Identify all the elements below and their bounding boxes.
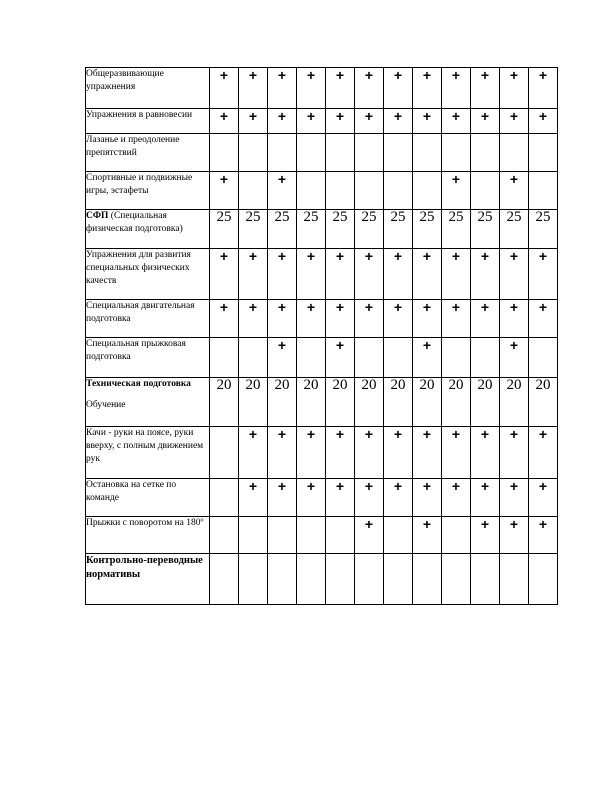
table-row xyxy=(86,378,558,427)
plan-cell: + xyxy=(326,249,355,300)
plan-cell xyxy=(326,517,355,554)
plan-cell xyxy=(413,134,442,172)
plan-cell: + xyxy=(268,249,297,300)
plan-cell: + xyxy=(326,300,355,338)
row-label: Спортивные и подвижные игры, эстафеты xyxy=(86,172,210,210)
row-label: Лазанье и преодоление препятствий xyxy=(86,134,210,172)
plan-cell xyxy=(355,554,384,605)
plan-cell xyxy=(529,134,558,172)
plan-cell xyxy=(529,172,558,210)
plan-cell xyxy=(326,172,355,210)
plan-cell: + xyxy=(355,249,384,300)
plan-cell xyxy=(210,134,239,172)
plan-cell: 25 xyxy=(384,210,413,249)
plan-cell: + xyxy=(239,109,268,134)
plan-cell: + xyxy=(500,109,529,134)
plan-cell: 20 xyxy=(297,378,326,427)
plan-cell: 20 xyxy=(529,378,558,427)
plan-cell: 25 xyxy=(500,210,529,249)
plan-cell: + xyxy=(529,109,558,134)
plan-cell: + xyxy=(471,109,500,134)
plan-cell: + xyxy=(413,338,442,378)
plan-cell: 20 xyxy=(442,378,471,427)
table-row xyxy=(86,300,558,338)
plan-cell xyxy=(384,338,413,378)
plan-cell: + xyxy=(471,479,500,517)
plan-cell: + xyxy=(355,427,384,479)
plan-cell xyxy=(355,338,384,378)
plan-cell xyxy=(384,554,413,605)
plan-cell xyxy=(442,134,471,172)
row-label: Специальная двигательная подготовка xyxy=(86,300,210,338)
plan-cell xyxy=(210,338,239,378)
plan-cell: + xyxy=(529,249,558,300)
plan-cell xyxy=(471,134,500,172)
plan-cell xyxy=(471,338,500,378)
plan-cell xyxy=(268,554,297,605)
plan-cell xyxy=(239,517,268,554)
plan-cell: + xyxy=(326,338,355,378)
plan-cell: 20 xyxy=(471,378,500,427)
plan-cell: + xyxy=(413,517,442,554)
plan-cell: + xyxy=(413,109,442,134)
table-row xyxy=(86,554,558,605)
plan-cell: 20 xyxy=(239,378,268,427)
plan-cell xyxy=(239,134,268,172)
table-row xyxy=(86,134,558,172)
plan-cell: 25 xyxy=(355,210,384,249)
plan-cell xyxy=(413,172,442,210)
plan-cell: + xyxy=(500,68,529,109)
plan-cell: + xyxy=(529,517,558,554)
plan-cell xyxy=(210,479,239,517)
plan-cell: + xyxy=(297,249,326,300)
plan-cell: + xyxy=(239,68,268,109)
plan-cell: 25 xyxy=(268,210,297,249)
plan-cell: + xyxy=(413,300,442,338)
row-label: Общеразвивающие упражнения xyxy=(86,68,210,109)
table-row xyxy=(86,210,558,249)
table-row xyxy=(86,427,558,479)
training-plan-table xyxy=(85,67,558,605)
plan-cell xyxy=(442,517,471,554)
plan-cell: + xyxy=(210,249,239,300)
plan-cell: + xyxy=(268,427,297,479)
plan-cell: + xyxy=(384,479,413,517)
table-row xyxy=(86,338,558,378)
plan-cell: + xyxy=(210,109,239,134)
plan-cell: + xyxy=(471,300,500,338)
plan-cell: + xyxy=(529,68,558,109)
plan-cell: + xyxy=(268,68,297,109)
plan-cell: 20 xyxy=(268,378,297,427)
plan-cell: + xyxy=(442,68,471,109)
table-row xyxy=(86,517,558,554)
plan-cell xyxy=(297,172,326,210)
plan-cell: + xyxy=(500,427,529,479)
plan-cell xyxy=(239,554,268,605)
plan-cell: + xyxy=(268,172,297,210)
plan-cell: + xyxy=(326,109,355,134)
plan-cell: 20 xyxy=(384,378,413,427)
plan-cell: + xyxy=(471,68,500,109)
plan-cell: + xyxy=(442,479,471,517)
plan-cell xyxy=(500,134,529,172)
plan-cell xyxy=(297,517,326,554)
plan-cell xyxy=(326,134,355,172)
plan-cell xyxy=(384,134,413,172)
row-label: Упражнения для развития специальных физических качеств xyxy=(86,249,210,300)
plan-cell: 25 xyxy=(529,210,558,249)
plan-cell: + xyxy=(500,249,529,300)
plan-cell: + xyxy=(297,427,326,479)
plan-cell: 25 xyxy=(413,210,442,249)
plan-cell: 20 xyxy=(413,378,442,427)
row-label: Качи - руки на поясе, руки вверху, с полным движением рук xyxy=(86,427,210,479)
plan-cell xyxy=(442,338,471,378)
plan-cell xyxy=(268,134,297,172)
plan-cell: + xyxy=(471,517,500,554)
row-label: Упражнения в равновесии xyxy=(86,109,210,134)
plan-cell: 20 xyxy=(210,378,239,427)
plan-cell xyxy=(268,517,297,554)
plan-cell: + xyxy=(384,249,413,300)
plan-cell: + xyxy=(239,249,268,300)
plan-cell: + xyxy=(384,427,413,479)
plan-cell: + xyxy=(297,300,326,338)
plan-cell: + xyxy=(326,479,355,517)
plan-cell: 25 xyxy=(297,210,326,249)
plan-cell: + xyxy=(297,479,326,517)
plan-cell xyxy=(384,517,413,554)
plan-cell: + xyxy=(413,68,442,109)
plan-cell xyxy=(355,134,384,172)
plan-cell: + xyxy=(471,427,500,479)
table-row xyxy=(86,249,558,300)
plan-cell: 25 xyxy=(471,210,500,249)
plan-cell xyxy=(500,554,529,605)
plan-cell: + xyxy=(442,300,471,338)
table-row xyxy=(86,479,558,517)
plan-cell: 20 xyxy=(326,378,355,427)
plan-cell xyxy=(384,172,413,210)
plan-cell: + xyxy=(500,479,529,517)
plan-cell: + xyxy=(297,68,326,109)
plan-cell: 25 xyxy=(210,210,239,249)
plan-cell: + xyxy=(268,300,297,338)
plan-cell: + xyxy=(471,249,500,300)
plan-cell: + xyxy=(239,479,268,517)
plan-cell: + xyxy=(384,68,413,109)
plan-cell xyxy=(297,554,326,605)
plan-cell: + xyxy=(268,479,297,517)
plan-cell xyxy=(210,427,239,479)
plan-cell: 20 xyxy=(355,378,384,427)
plan-cell xyxy=(210,554,239,605)
plan-cell: + xyxy=(326,68,355,109)
plan-cell: + xyxy=(442,109,471,134)
plan-cell: + xyxy=(413,479,442,517)
plan-cell: + xyxy=(529,427,558,479)
plan-cell: + xyxy=(500,300,529,338)
plan-cell: 25 xyxy=(442,210,471,249)
plan-cell xyxy=(297,338,326,378)
plan-cell: + xyxy=(500,172,529,210)
row-label: Прыжки с поворотом на 180º xyxy=(86,517,210,554)
plan-cell: + xyxy=(529,300,558,338)
plan-cell: + xyxy=(297,109,326,134)
row-label: Остановка на сетке по команде xyxy=(86,479,210,517)
plan-cell xyxy=(471,172,500,210)
plan-cell: + xyxy=(210,172,239,210)
row-label: Специальная прыжковая подготовка xyxy=(86,338,210,378)
plan-cell: + xyxy=(355,68,384,109)
plan-cell: + xyxy=(210,300,239,338)
plan-cell: + xyxy=(413,427,442,479)
plan-cell: + xyxy=(384,109,413,134)
plan-cell: + xyxy=(500,338,529,378)
row-label: Контрольно-переводные нормативы xyxy=(86,554,210,605)
plan-cell xyxy=(239,338,268,378)
plan-cell xyxy=(442,554,471,605)
plan-cell: + xyxy=(442,172,471,210)
table-row xyxy=(86,172,558,210)
plan-cell: + xyxy=(355,517,384,554)
plan-cell: 25 xyxy=(326,210,355,249)
table-row xyxy=(86,68,558,109)
plan-cell xyxy=(326,554,355,605)
plan-cell xyxy=(529,338,558,378)
plan-cell xyxy=(355,172,384,210)
plan-cell xyxy=(471,554,500,605)
plan-cell: 25 xyxy=(239,210,268,249)
plan-cell xyxy=(210,517,239,554)
row-label: Техническая подготовка Обучение xyxy=(86,378,210,427)
plan-cell: + xyxy=(413,249,442,300)
plan-cell: 20 xyxy=(500,378,529,427)
plan-cell: + xyxy=(239,427,268,479)
plan-cell: + xyxy=(355,300,384,338)
plan-cell: + xyxy=(355,109,384,134)
plan-cell xyxy=(297,134,326,172)
plan-cell: + xyxy=(210,68,239,109)
plan-cell xyxy=(239,172,268,210)
plan-cell: + xyxy=(442,249,471,300)
plan-cell xyxy=(413,554,442,605)
plan-cell: + xyxy=(442,427,471,479)
plan-cell: + xyxy=(239,300,268,338)
plan-cell: + xyxy=(355,479,384,517)
plan-cell: + xyxy=(384,300,413,338)
plan-cell: + xyxy=(268,109,297,134)
plan-cell: + xyxy=(500,517,529,554)
row-label: СФП (Специальная физическая подготовка) xyxy=(86,210,210,249)
plan-cell: + xyxy=(326,427,355,479)
table-row xyxy=(86,109,558,134)
plan-cell xyxy=(529,554,558,605)
plan-cell: + xyxy=(529,479,558,517)
plan-cell: + xyxy=(268,338,297,378)
